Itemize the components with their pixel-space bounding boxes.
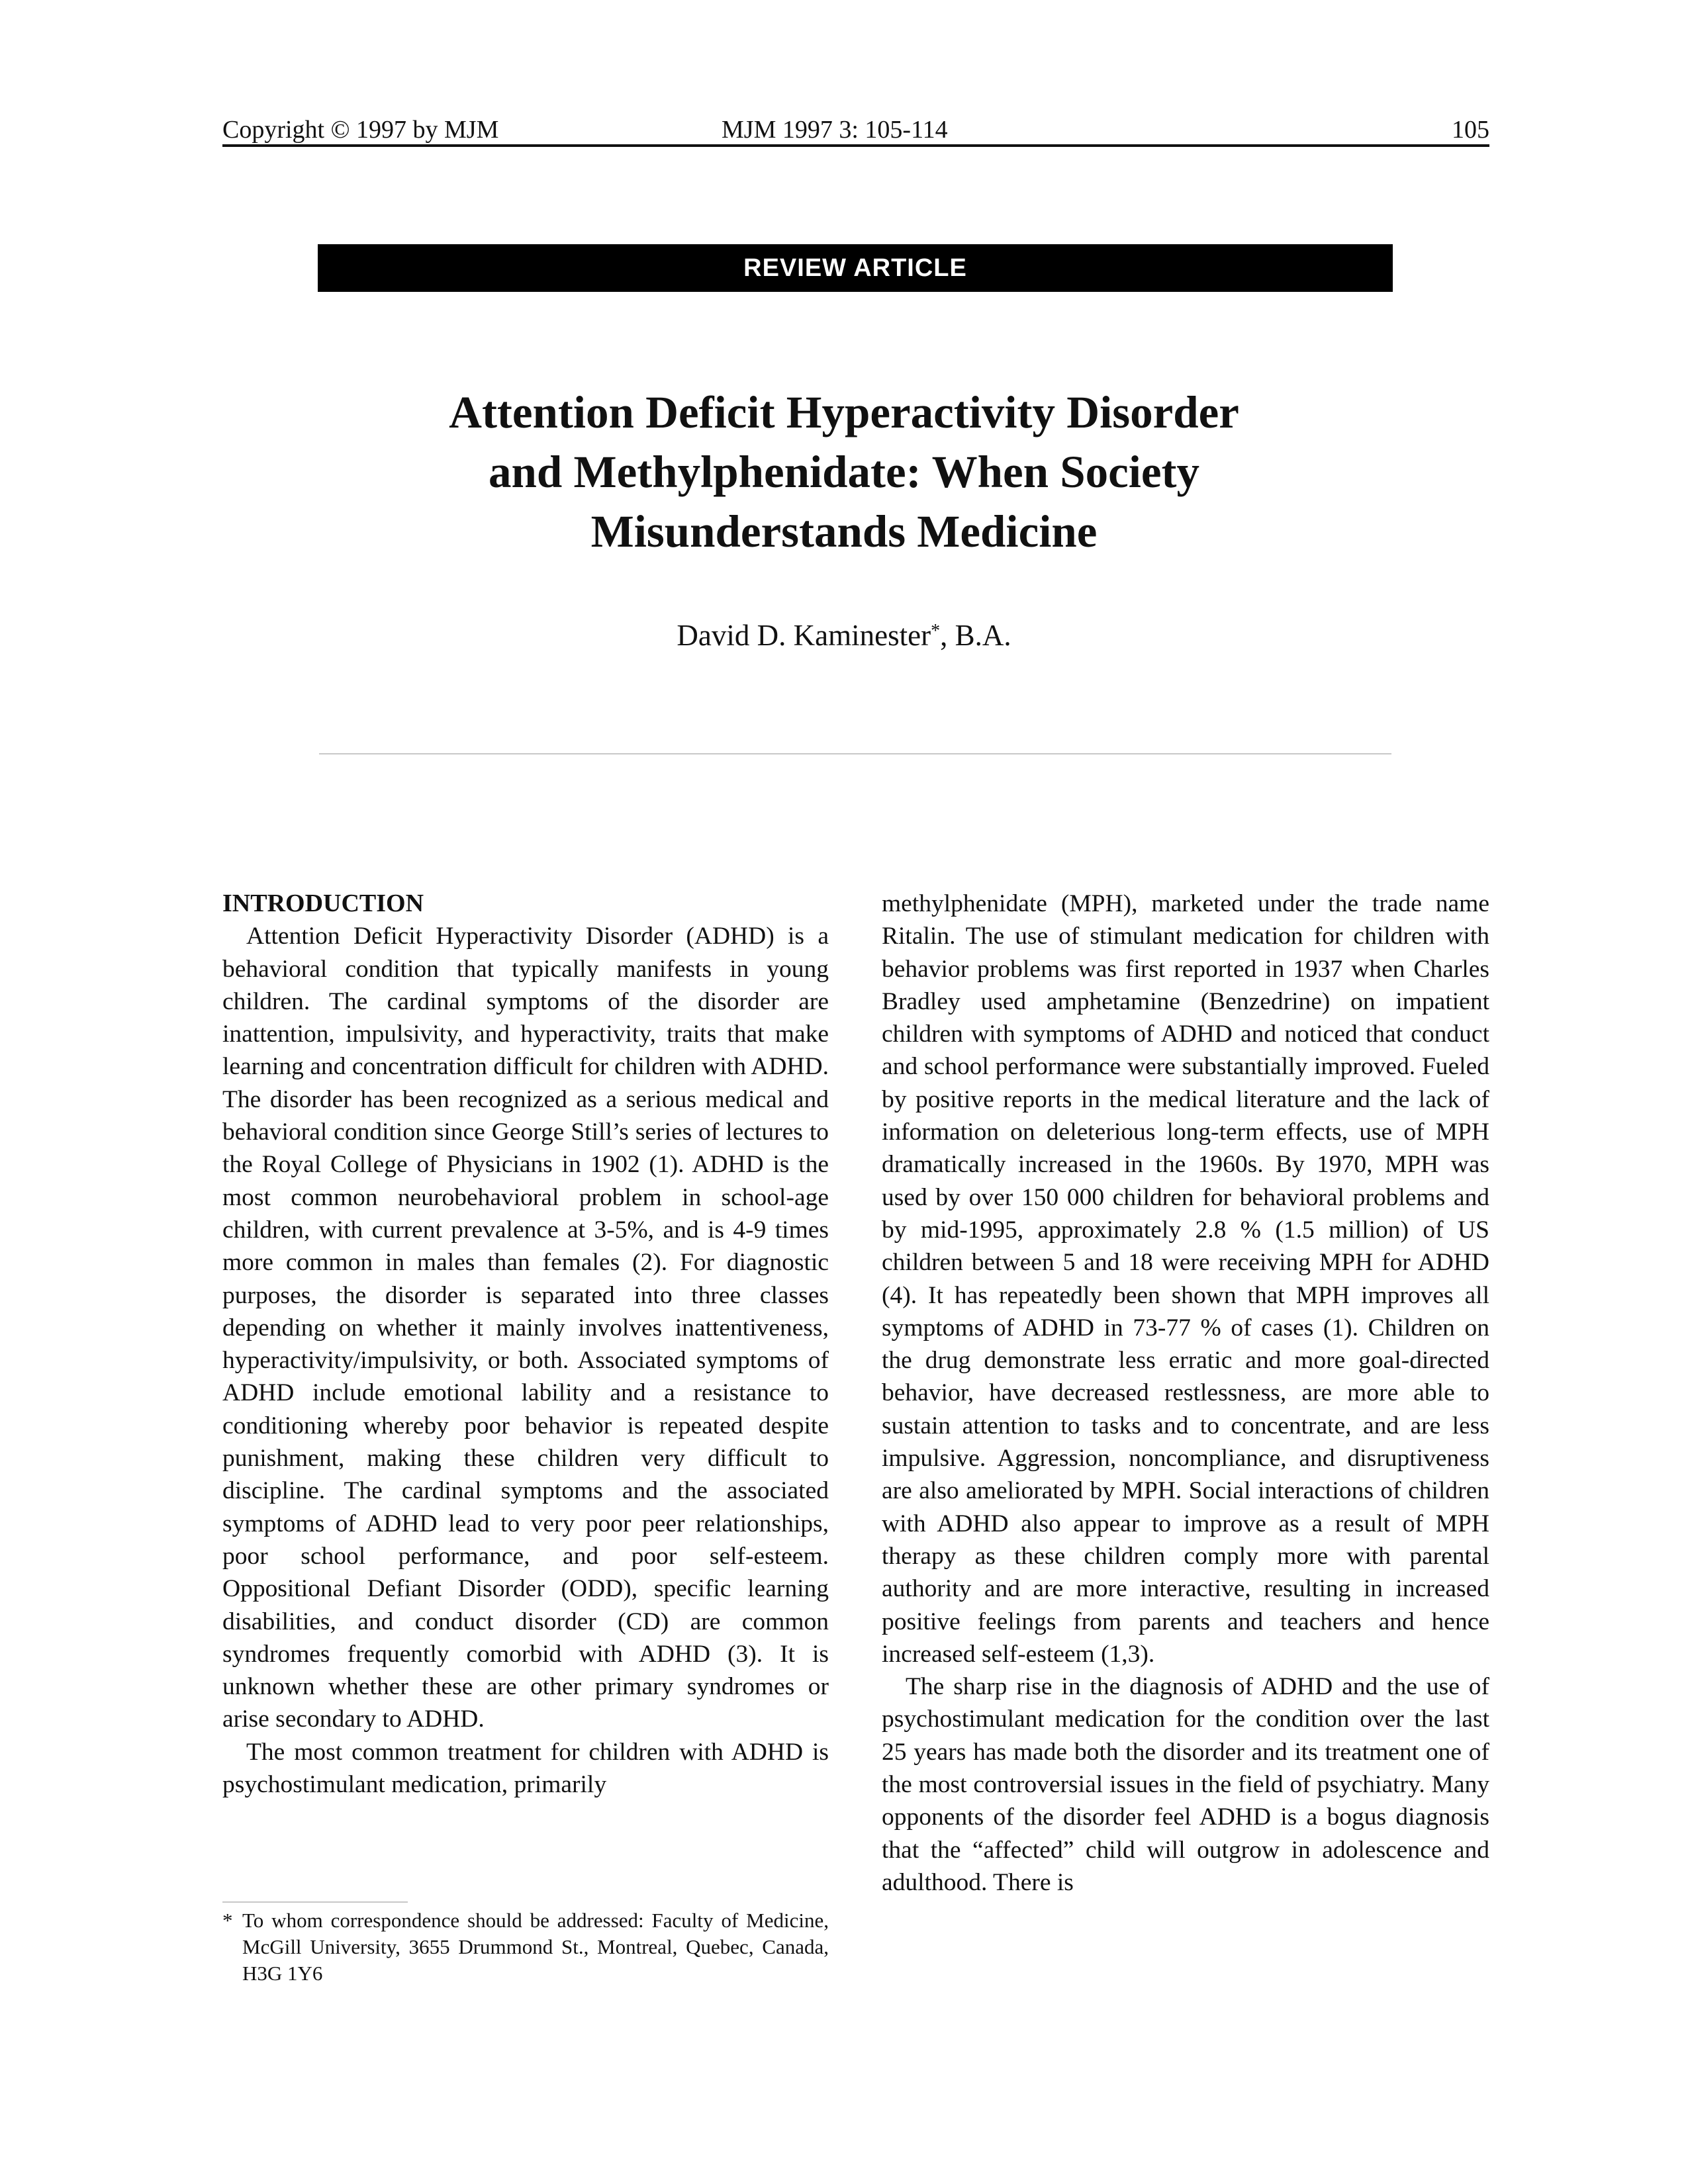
copyright-notice: Copyright © 1997 by MJM xyxy=(222,116,499,144)
page-number: 105 xyxy=(1452,116,1489,144)
paragraph: Attention Deficit Hyperactivity Disorder (ADHD) is a behavioral condition that typically manifests in young children. The cardinal symptoms of the disorder are inattention, impulsivity, and hyperactivity, traits that make learning and concentration difficult for children with ADHD. The disorder has been recognized as a serious medical and behavioral condition since George Still’s series of lectures to the Royal College of Physicians in 1902 (1). ADHD is the most common neurobehavioral problem in school-age children, with current prevalence at 3-5%, and is 4-9 times more common in males than females (2). For diagnostic purposes, the disorder is separated into three classes depending on whether it mainly involves inattentiveness, hyperactivity/impulsivity, or both. Associated symptoms of ADHD include emotional lability and a resistance to conditioning whereby poor behavior is repeated despite punishment, making these children very difficult to discipline. The cardinal symptoms and the associated symptoms of ADHD lead to very poor peer relationships, poor school performance, and poor self-esteem. Oppositional Defiant Disorder (ODD), specific learning disabilities, and conduct disorder (CD) are common syndromes frequently comorbid with ADHD (3). It is unknown whether these are other primary syndromes or arise secondary to ADHD. xyxy=(222,923,829,1733)
footnote-text: To whom correspondence should be addressed: Faculty of Medicine, McGill University, 3655 Drummond St., Montreal, Quebec, Canada, H3G 1Y6 xyxy=(242,1909,829,1985)
title-line-1: Attention Deficit Hyperactivity Disorder xyxy=(449,387,1239,437)
section-heading-introduction: INTRODUCTION xyxy=(222,889,424,917)
review-article-banner: REVIEW ARTICLE xyxy=(318,244,1393,292)
author-footnote-mark: * xyxy=(931,621,941,641)
footnote-rule xyxy=(222,1901,408,1903)
author-line xyxy=(199,615,1489,655)
author-degree: , B.A. xyxy=(940,619,1011,652)
left-column xyxy=(222,887,829,1801)
correspondence-footnote xyxy=(222,1907,829,1987)
footnote-mark: * xyxy=(222,1909,233,1932)
author-name: David D. Kaminester xyxy=(677,619,931,652)
title-divider xyxy=(319,753,1391,754)
paragraph: The most common treatment for children with ADHD is psychostimulant medication, primarily xyxy=(222,1738,829,1799)
paragraph: The sharp rise in the diagnosis of ADHD and the use of psychostimulant medication for the condition over the last 25 years has made both the disorder and its treatment one of the most controversial issues in the field of psychiatry. Many opponents of the disorder feel ADHD is a bogus diagnosis that the “affected” child will outgrow in adolescence and adulthood. There is xyxy=(882,1673,1489,1896)
right-column xyxy=(882,887,1489,1899)
paragraph: methylphenidate (MPH), marketed under the trade name Ritalin. The use of stimulant medication for children with behavior problems was first reported in 1937 when Charles Bradley used amphetamine (Benzedrine) on impatient children with symptoms of ADHD and noticed that conduct and school performance were substantially improved. Fueled by positive reports in the medical literature and the lack of information on deleterious long-term effects, use of MPH dramatically increased in the 1960s. By 1970, MPH was used by over 150 000 children for behavioral problems and by mid-1995, approximately 2.8 % (1.5 million) of US children between 5 and 18 were receiving MPH for ADHD (4). It has repeatedly been shown that MPH improves all symptoms of ADHD in 73-77 % of cases (1). Children on the drug demonstrate less erratic and more goal-directed behavior, have decreased restlessness, are more able to sustain attention to tasks and to concentrate, and are less impulsive. Aggression, noncompliance, and disruptiveness are also ameliorated by MPH. Social interactions of children with ADHD also appear to improve as a result of MPH therapy as these children comply more with parental authority and are more interactive, resulting in increased positive feelings from parents and teachers and hence increased self-esteem (1,3). xyxy=(882,890,1489,1668)
title-line-3: Misunderstands Medicine xyxy=(590,506,1098,557)
header-rule xyxy=(222,144,1489,147)
article-title xyxy=(199,383,1489,561)
title-line-2: and Methylphenidate: When Society xyxy=(488,447,1200,497)
journal-reference: MJM 1997 3: 105-114 xyxy=(722,116,948,144)
